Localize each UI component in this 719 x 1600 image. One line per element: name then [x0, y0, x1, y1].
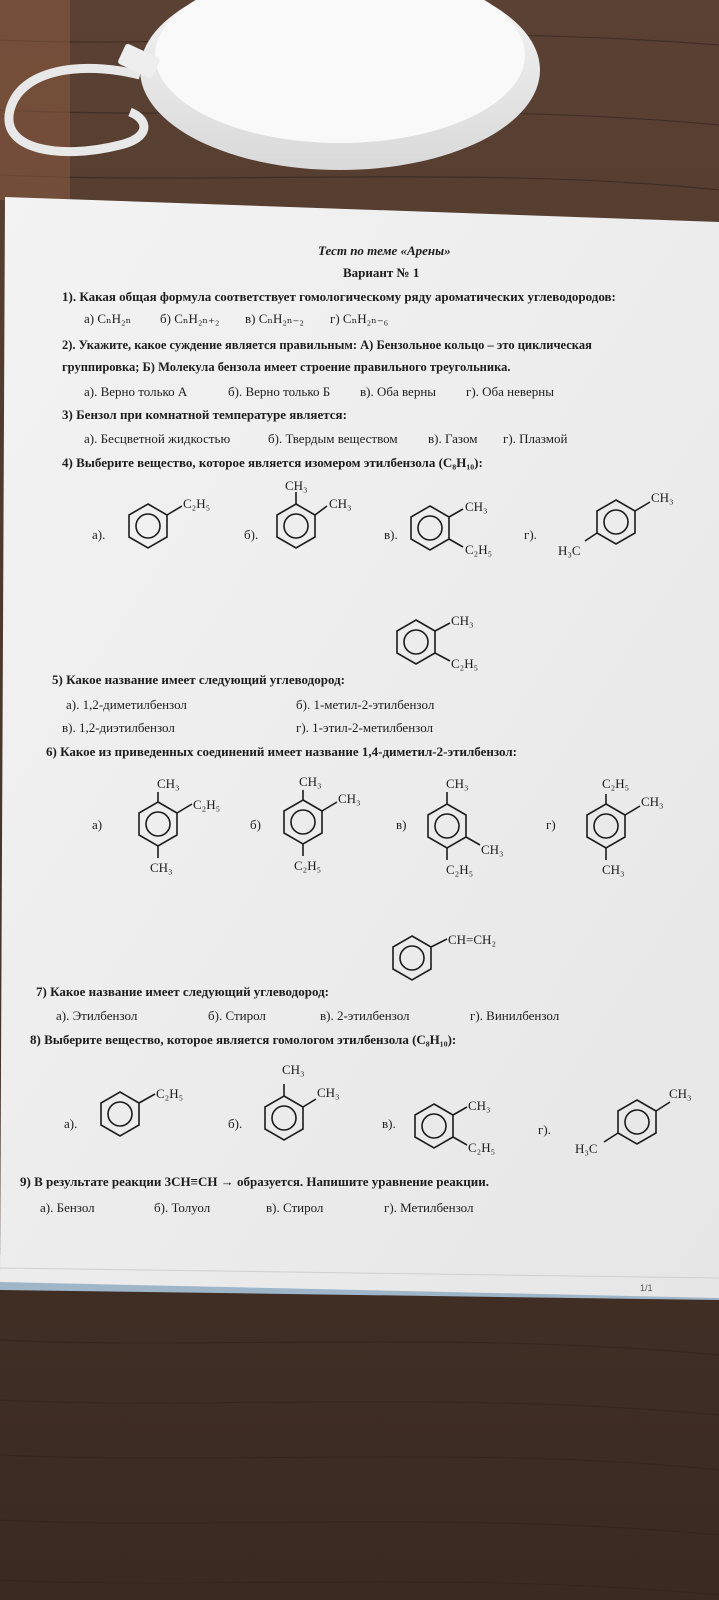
q7-option-v: в). 2-этилбензол [320, 1008, 410, 1023]
q9-option-a: а). Бензол [40, 1200, 95, 1215]
q8-label-v: в). [382, 1116, 396, 1131]
q2-option-b: б). Верно только Б [228, 384, 331, 399]
q6v-c2h5: C₂H₅ [446, 862, 474, 877]
q3-option-g: г). Плазмой [503, 431, 568, 446]
q3-option-v: в). Газом [428, 431, 478, 446]
q7-option-g: г). Винилбензол [470, 1008, 560, 1023]
q6b-ch3-top: CH₃ [299, 774, 322, 789]
question-6: 6) Какое из приведенных соединений имеет название 1,4-диметил-2-этилбензол: [46, 744, 517, 759]
q6a-c2h5: C₂H₅ [193, 797, 221, 812]
q5-option-a: а). 1,2-диметилбензол [66, 697, 187, 712]
q6g-ch3-side: CH₃ [641, 794, 664, 809]
q4-label-g: г). [524, 527, 537, 542]
q1-option-a: а) CₙH₂ₙ [84, 311, 132, 326]
q2-option-a: а). Верно только А [84, 384, 188, 399]
q4b-ch3-side: CH₃ [329, 496, 352, 511]
question-1: 1). Какая общая формула соответствует гомологическому ряду ароматических углеводородов: [62, 289, 616, 304]
q1-option-v: в) CₙH₂ₙ₋₂ [245, 311, 304, 326]
q6a-ch3-bottom: CH₃ [150, 860, 173, 875]
question-5: 5) Какое название имеет следующий углеводород: [52, 672, 346, 687]
q8b-ch3-top: CH₃ [282, 1062, 305, 1077]
q5-option-b: б). 1-метил-2-этилбензол [296, 697, 435, 712]
q8-label-g: г). [538, 1122, 551, 1137]
q6v-ch3-top: CH₃ [446, 776, 469, 791]
q5-ch3: CH₃ [451, 613, 474, 628]
q4g-ch3: CH₃ [651, 490, 674, 505]
q9-option-v: в). Стирол [266, 1200, 324, 1215]
q4-label-v: в). [384, 527, 398, 542]
q3-option-b: б). Твердым веществом [268, 431, 398, 446]
q9-option-b: б). Толуол [154, 1200, 211, 1215]
q3-option-a: а). Бесцветной жидкостью [84, 431, 231, 446]
variant-label: Вариант № 1 [343, 265, 420, 280]
q7-option-b: б). Стирол [208, 1008, 266, 1023]
q6-label-v: в) [396, 817, 407, 832]
q4-label-a: а). [92, 527, 106, 542]
q6a-ch3-top: CH₃ [157, 776, 180, 791]
q5-c2h5: C₂H₅ [451, 656, 479, 671]
question-2-line1: 2). Укажите, какое суждение является правильным: А) Бензольное кольцо – это циклическая [62, 338, 592, 352]
question-8: 8) Выберите вещество, которое является гомологом этилбензола (C₈H₁₀): [30, 1032, 457, 1047]
q6b-ch3-side: CH₃ [338, 791, 361, 806]
question-2-line2: группировка; Б) Молекула бензола имеет строение правильного треугольника. [62, 360, 511, 374]
q6-label-a: а) [92, 817, 103, 832]
q8g-ch3: CH₃ [669, 1086, 692, 1101]
q6g-c2h5: C₂H₅ [602, 776, 630, 791]
q2-option-v: в). Оба верны [360, 384, 437, 399]
q7-vinyl: CH=CH₂ [448, 932, 496, 947]
q4v-ch3: CH₃ [465, 499, 488, 514]
q8b-ch3-side: CH₃ [317, 1085, 340, 1100]
q1-option-b: б) CₙH₂ₙ₊₂ [160, 311, 220, 326]
q8v-ch3: CH₃ [468, 1098, 491, 1113]
q6g-ch3-bottom: CH₃ [602, 862, 625, 877]
question-3: 3) Бензол при комнатной температуре является: [62, 407, 347, 422]
q9-option-g: г). Метилбензол [384, 1200, 474, 1215]
q4-label-b: б). [244, 527, 259, 542]
test-title: Тест по теме «Арены» [318, 243, 451, 258]
q7-option-a: а). Этилбензол [56, 1008, 138, 1023]
q8-label-a: а). [64, 1116, 78, 1131]
q4a-c2h5: C₂H₅ [183, 496, 211, 511]
q6b-c2h5: C₂H₅ [294, 858, 322, 873]
q8-label-b: б). [228, 1116, 243, 1131]
q8a-c2h5: C₂H₅ [156, 1086, 184, 1101]
question-9: 9) В результате реакции 3CH≡CH → образуется. Напишите уравнение реакции. [20, 1174, 489, 1189]
q8g-h3c: H₃C [575, 1141, 598, 1156]
q8v-c2h5: C₂H₅ [468, 1140, 496, 1155]
q5-option-v: в). 1,2-диэтилбензол [62, 720, 175, 735]
question-7: 7) Какое название имеет следующий углеводород: [36, 984, 330, 999]
question-4: 4) Выберите вещество, которое является изомером этилбензола (C₈H₁₀): [62, 455, 483, 470]
q4g-h3c: H₃C [558, 543, 581, 558]
page-number: 1/1 [640, 1283, 653, 1293]
q2-option-g: г). Оба неверны [466, 384, 554, 399]
q4v-c2h5: C₂H₅ [465, 542, 493, 557]
q4b-ch3-top: CH₃ [285, 478, 308, 493]
q6-label-b: б) [250, 817, 261, 832]
q5-option-g: г). 1-этил-2-метилбензол [296, 720, 434, 735]
q6-label-g: г) [546, 817, 556, 832]
q1-option-g: г) CₙH₂ₙ₋₆ [330, 311, 389, 326]
q6v-ch3-side: CH₃ [481, 842, 504, 857]
